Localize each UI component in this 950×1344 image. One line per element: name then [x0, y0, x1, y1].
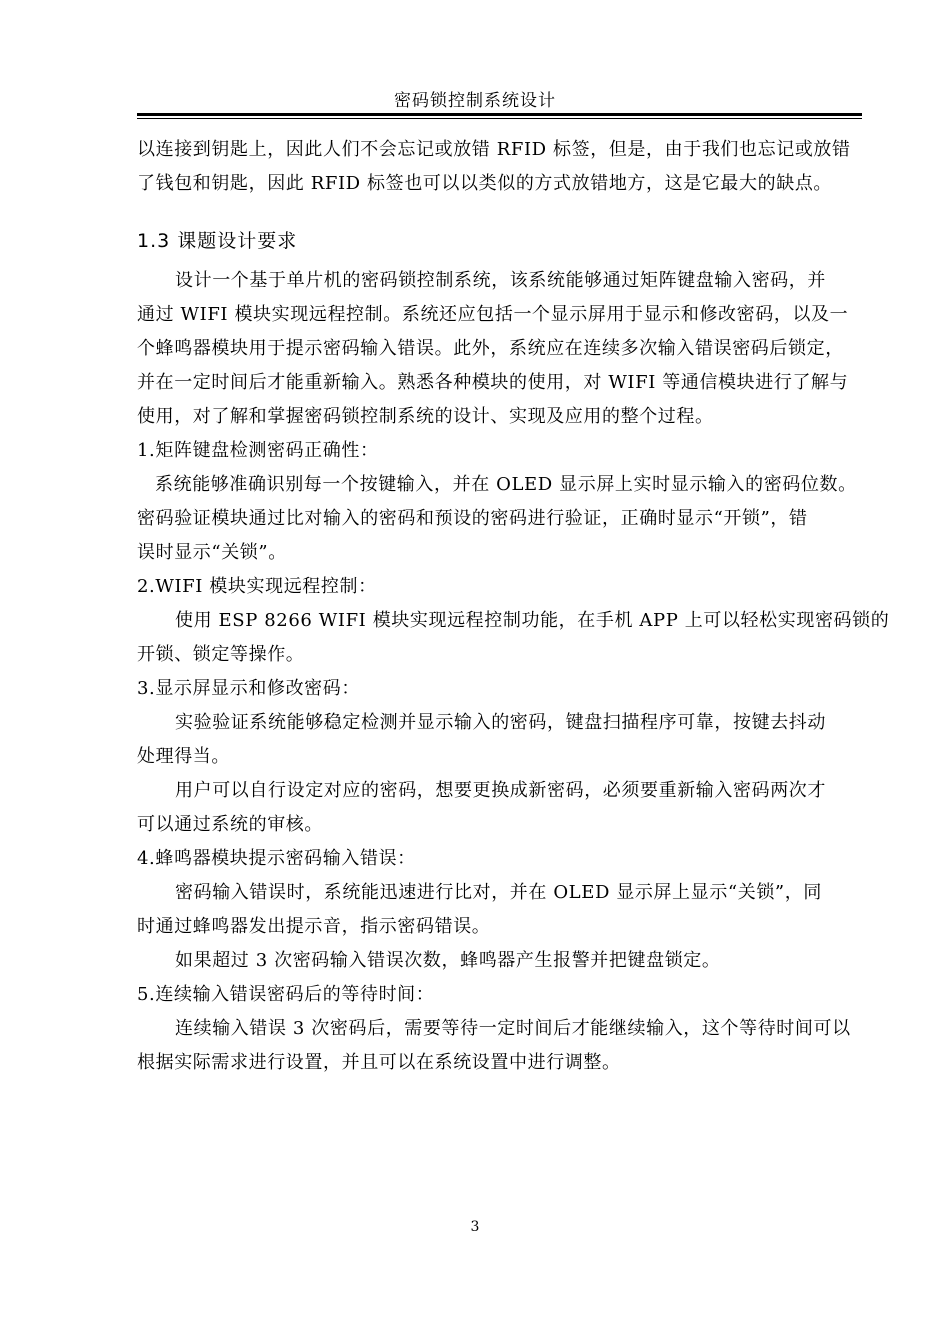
paragraph-line: 设计一个基于单片机的密码锁控制系统，该系统能够通过矩阵键盘输入密码，并 — [175, 270, 826, 291]
paragraph-line: 并在一定时间后才能重新输入。熟悉各种模块的使用，对 WIFI 等通信模块进行了解与 — [137, 372, 849, 393]
list-item-line: 时通过蜂鸣器发出提示音，指示密码错误。 — [137, 916, 491, 937]
list-item-line: 开锁、锁定等操作。 — [137, 644, 305, 665]
list-item-line: 使用 ESP 8266 WIFI 模块实现远程控制功能，在手机 APP 上可以轻松实现密码锁的 — [175, 610, 890, 631]
list-item-title: 1.矩阵键盘检测密码正确性： — [137, 440, 379, 461]
list-item-line: 用户可以自行设定对应的密码，想要更换成新密码，必须要重新输入密码两次才 — [175, 780, 826, 801]
running-header-title: 密码锁控制系统设计 — [394, 91, 556, 111]
list-item-line: 实验验证系统能够稳定检测并显示输入的密码，键盘扫描程序可靠，按键去抖动 — [175, 712, 826, 733]
paragraph-line: 个蜂鸣器模块用于提示密码输入错误。此外，系统应在连续多次输入错误密码后锁定， — [137, 338, 844, 359]
list-item-line: 根据实际需求进行设置，并且可以在系统设置中进行调整。 — [137, 1052, 621, 1073]
paragraph-line: 通过 WIFI 模块实现远程控制。系统还应包括一个显示屏用于显示和修改密码，以及一 — [137, 304, 849, 325]
list-item-title: 4.蜂鸣器模块提示密码输入错误： — [137, 848, 416, 869]
list-item-line: 系统能够准确识别每一个按键输入，并在 OLED 显示屏上实时显示输入的密码位数。 — [155, 474, 857, 495]
page-number: 3 — [470, 1219, 480, 1235]
list-item-title: 2.WIFI 模块实现远程控制： — [137, 576, 377, 597]
header-rule-thick — [137, 113, 862, 116]
intro-line: 了钱包和钥匙，因此 RFID 标签也可以以类似的方式放错地方，这是它最大的缺点。 — [137, 173, 833, 194]
list-item-line: 可以通过系统的审核。 — [137, 814, 323, 835]
list-item-line: 误时显示“关锁”。 — [137, 542, 287, 563]
paragraph-line: 使用，对了解和掌握密码锁控制系统的设计、实现及应用的整个过程。 — [137, 406, 714, 427]
intro-line: 以连接到钥匙上，因此人们不会忘记或放错 RFID 标签，但是，由于我们也忘记或放错 — [137, 139, 851, 160]
list-item-title: 5.连续输入错误密码后的等待时间： — [137, 984, 435, 1005]
section-heading: 1.3 课题设计要求 — [137, 230, 298, 252]
list-item-line: 处理得当。 — [137, 746, 230, 767]
header-rule-thin — [137, 118, 862, 119]
list-item-title: 3.显示屏显示和修改密码： — [137, 678, 360, 699]
list-item-line: 密码验证模块通过比对输入的密码和预设的密码进行验证，正确时显示“开锁”，错 — [137, 508, 808, 529]
list-item-line: 密码输入错误时，系统能迅速进行比对，并在 OLED 显示屏上显示“关锁”，同 — [175, 882, 822, 903]
list-item-line: 如果超过 3 次密码输入错误次数，蜂鸣器产生报警并把键盘锁定。 — [175, 950, 721, 971]
list-item-line: 连续输入错误 3 次密码后，需要等待一定时间后才能继续输入，这个等待时间可以 — [175, 1018, 851, 1039]
page-body — [137, 133, 890, 1080]
